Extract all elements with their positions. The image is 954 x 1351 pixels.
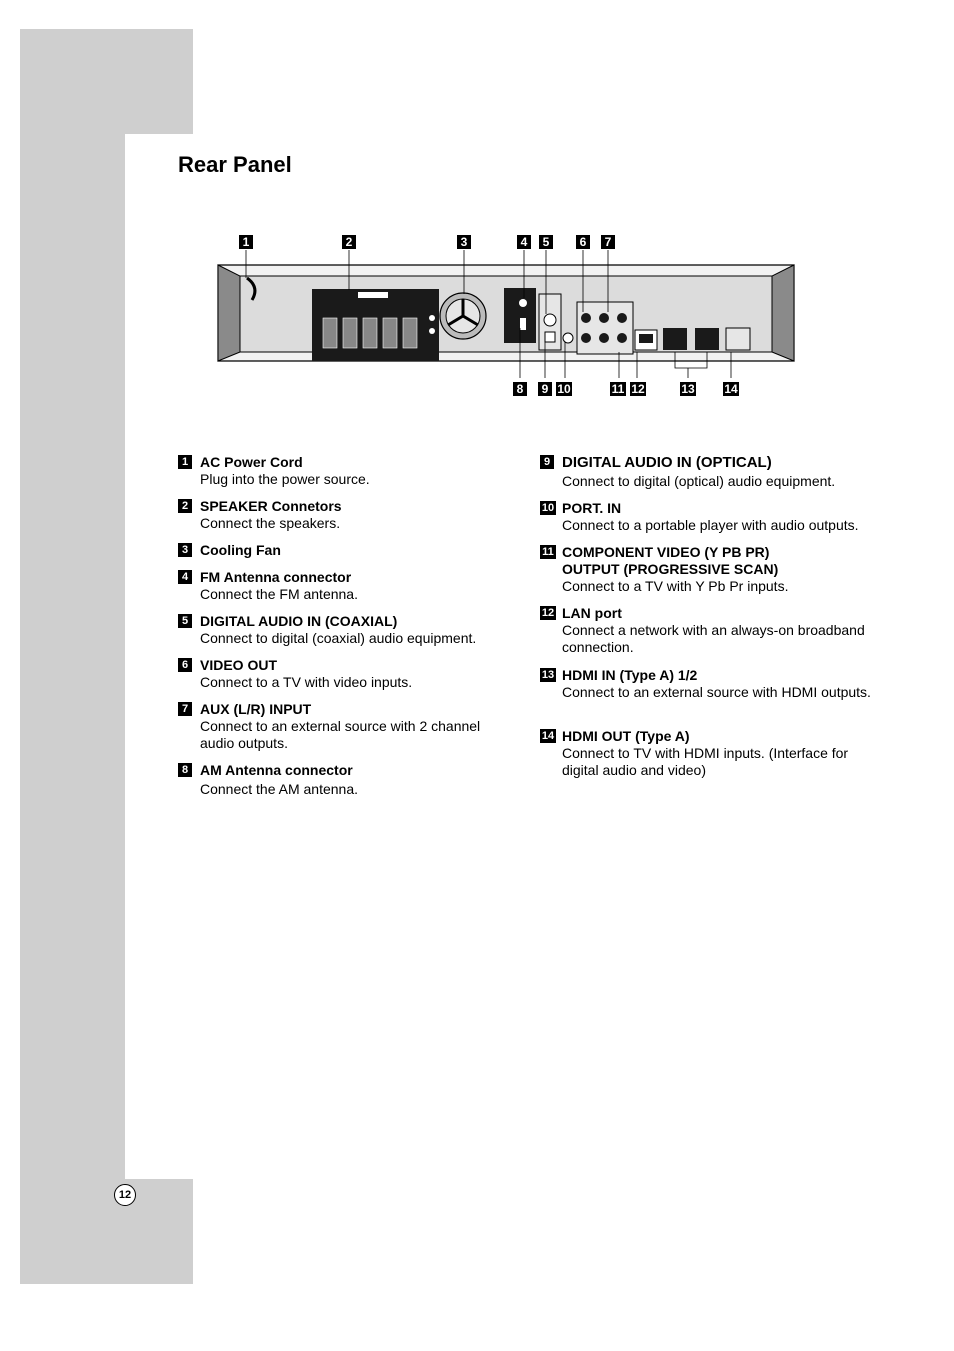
callout-9: 9	[538, 382, 552, 396]
list-item: 13 HDMI IN (Type A) 1/2 Connect to an external source with HDMI outputs.	[541, 667, 871, 700]
callout-13: 13	[681, 382, 695, 396]
page-title: Rear Panel	[178, 152, 292, 177]
callout-2: 2	[342, 235, 356, 249]
list-item: 6 VIDEO OUT Connect to a TV with video inputs.	[178, 657, 508, 691]
list-item: 14 HDMI OUT (Type A) Connect to TV with HDMI inputs. (Interface for digital audio and video)	[541, 728, 849, 778]
list-item: 11 COMPONENT VIDEO (Y PB PR) OUTPUT (PROGRESSIVE SCAN) Connect to a TV with Y Pb Pr inputs.	[540, 544, 885, 595]
callout-8: 8	[513, 382, 527, 396]
callout-6: 6	[576, 235, 590, 249]
list-item: 3 Cooling Fan	[178, 542, 508, 559]
list-item: 8 AM Antenna connector Connect the AM antenna.	[178, 762, 508, 798]
callout-12: 12	[631, 382, 645, 396]
callout-10: 10	[557, 382, 571, 396]
list-item: 9 DIGITAL AUDIO IN (OPTICAL) Connect to digital (optical) audio equipment.	[540, 454, 885, 490]
callout-3: 3	[457, 235, 471, 249]
callout-4: 4	[517, 235, 531, 249]
list-item: 5 DIGITAL AUDIO IN (COAXIAL) Connect to digital (coaxial) audio equipment.	[178, 613, 508, 647]
list-item: 2 SPEAKER Connetors Connect the speakers.	[178, 498, 508, 532]
list-item: 7 AUX (L/R) INPUT Connect to an external source with 2 channel audio outputs.	[178, 701, 508, 752]
list-item: 1 AC Power Cord Plug into the power source.	[178, 454, 508, 488]
callout-11: 11	[611, 382, 625, 396]
callout-1: 1	[239, 235, 253, 249]
rear-panel-diagram	[210, 228, 810, 403]
list-item: 10 PORT. IN Connect to a portable player with audio outputs.	[541, 500, 859, 533]
page-margin-left	[20, 134, 125, 1284]
callout-7: 7	[601, 235, 615, 249]
list-item: 12 LAN port Connect a network with an always-on broadband connection.	[541, 605, 865, 655]
list-item: 4 FM Antenna connector Connect the FM antenna.	[178, 569, 508, 603]
page-margin-top	[20, 29, 193, 134]
callout-5: 5	[539, 235, 553, 249]
callout-14: 14	[724, 382, 738, 396]
page-number: 12	[114, 1184, 136, 1206]
